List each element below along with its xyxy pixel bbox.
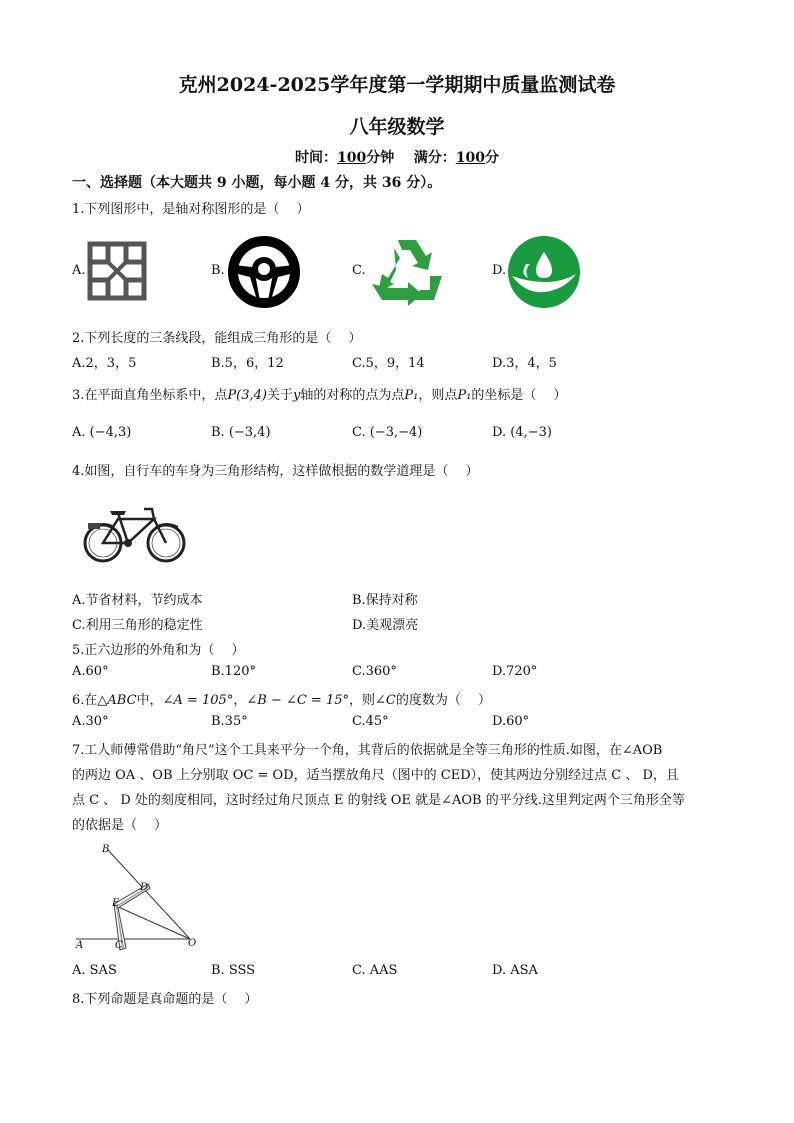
steering-wheel-icon [226, 235, 302, 309]
q3-stem-b: 关于 [266, 388, 293, 403]
q2-option-c: C.5，9，14 [352, 356, 425, 371]
q3-option-a: A. (−4,3) [72, 425, 132, 440]
angle-ruler-figure [72, 840, 202, 954]
q4-option-d: D.美观漂亮 [352, 618, 419, 633]
q6-option-a: A.30° [72, 714, 109, 729]
q3-option-c: C. (−3,−4) [352, 425, 423, 440]
q3-stem-d: ，则点 [418, 388, 458, 403]
q3-stem [72, 384, 566, 403]
q3-p1b: P₁ [457, 388, 472, 403]
q5-option-c: C.360° [352, 664, 397, 679]
score-value: 100 [455, 150, 485, 166]
q6-condition-2: ∠B − ∠C = 15° [246, 693, 349, 708]
q6-sep: ， [233, 693, 247, 708]
q3-option-d: D. (4,−3) [492, 425, 552, 440]
q3-stem-a: 3.在平面直角坐标系中，点 [72, 388, 228, 403]
exam-meta [0, 147, 794, 167]
q1-option-b-label: B. [211, 263, 225, 278]
q5-option-b: B.120° [211, 664, 256, 679]
fig-label-b: B [102, 844, 110, 855]
q1-option-d-label: D. [492, 263, 507, 278]
square-knot-icon [86, 240, 148, 302]
fig-label-a: A [76, 940, 84, 951]
q7-option-d: D. ASA [492, 963, 538, 978]
q3-option-b: B. (−3,4) [211, 425, 271, 440]
q6-condition-1: ∠A = 105° [162, 693, 234, 708]
q6-stem [72, 689, 491, 708]
q2-option-b: B.5，6，12 [211, 356, 284, 371]
q6-triangle: △ABC [97, 693, 137, 708]
q3-p1: P₁ [404, 388, 419, 403]
section-title: 一、选择题（本大题共 9 小题，每小题 4 分，共 36 分）。 [72, 175, 442, 191]
q4-stem: 4.如图，自行车的车身为三角形结构，这样做根据的数学道理是（ ） [72, 464, 479, 479]
q3-stem-e: 的坐标是（ ） [471, 388, 567, 403]
fig-label-e: E [112, 898, 120, 909]
fig-label-d: D [140, 882, 149, 893]
q6-stem-b: 中， [136, 693, 163, 708]
q6-stem-a: 6.在 [72, 693, 98, 708]
q7-line-3: 点 C 、 D 处的刻度相同，这时经过角尺顶点 E 的射线 OE 就是∠AOB 的平分线.这里判定两个三角形全等 [72, 793, 685, 808]
q4-option-a: A.节省材料，节约成本 [72, 593, 203, 608]
q7-option-a: A. SAS [72, 963, 117, 978]
score-unit: 分 [484, 150, 499, 166]
q2-option-a: A.2，3，5 [72, 356, 137, 371]
q6-option-c: C.45° [352, 714, 389, 729]
fig-label-o: O [188, 938, 197, 949]
exam-subtitle: 八年级数学 [349, 116, 445, 138]
time-unit: 分钟 [366, 150, 395, 166]
q1-option-c-label: C. [352, 263, 366, 278]
fig-label-c: C [115, 940, 123, 951]
q7-option-c: C. AAS [352, 963, 398, 978]
q7-line-1: 7.工人师傅常借助“角尺”这个工具来平分一个角，其背后的依据就是全等三角形的性质.如图，在∠AOB [72, 743, 663, 758]
q5-option-d: D.720° [492, 664, 538, 679]
water-drop-logo-icon [506, 234, 582, 310]
time-label: 时间： [295, 150, 338, 166]
score-label: 满分： [413, 150, 456, 166]
q6-option-d: D.60° [492, 714, 530, 729]
q4-option-b: B.保持对称 [352, 593, 418, 608]
q6-angle: ∠C [375, 693, 396, 708]
q7-line-2: 的两边 OA 、OB 上分别取 OC = OD，适当摆放角尺（图中的 CED），使其两边分别经过点 C 、 D，且 [72, 768, 679, 783]
q1-stem: 1.下列图形中，是轴对称图形的是（ ） [72, 202, 310, 217]
exam-title: 克州2024-2025学年度第一学期期中质量监测试卷 [178, 74, 616, 96]
q3-point: P(3,4) [227, 388, 267, 403]
q5-option-a: A.60° [72, 664, 109, 679]
q7-line-4: 的依据是（ ） [72, 818, 168, 833]
time-value: 100 [337, 150, 367, 166]
q2-stem: 2.下列长度的三条线段，能组成三角形的是（ ） [72, 331, 362, 346]
q1-option-a-label: A. [72, 263, 86, 278]
q3-stem-c: 轴的对称的点为点 [300, 388, 405, 403]
q2-option-d: D.3，4，5 [492, 356, 557, 371]
q6-option-b: B.35° [211, 714, 248, 729]
bicycle-icon [82, 497, 188, 567]
q6-stem-c: ，则 [349, 693, 376, 708]
q8-stem: 8.下列命题是真命题的是（ ） [72, 992, 258, 1007]
q6-stem-d: 的度数为（ ） [395, 693, 491, 708]
q5-stem: 5.正六边形的外角和为（ ） [72, 643, 245, 658]
q3-axis: y [293, 388, 301, 403]
recycle-icon [368, 236, 446, 306]
q4-option-c: C.利用三角形的稳定性 [72, 618, 203, 633]
q7-option-b: B. SSS [211, 963, 256, 978]
